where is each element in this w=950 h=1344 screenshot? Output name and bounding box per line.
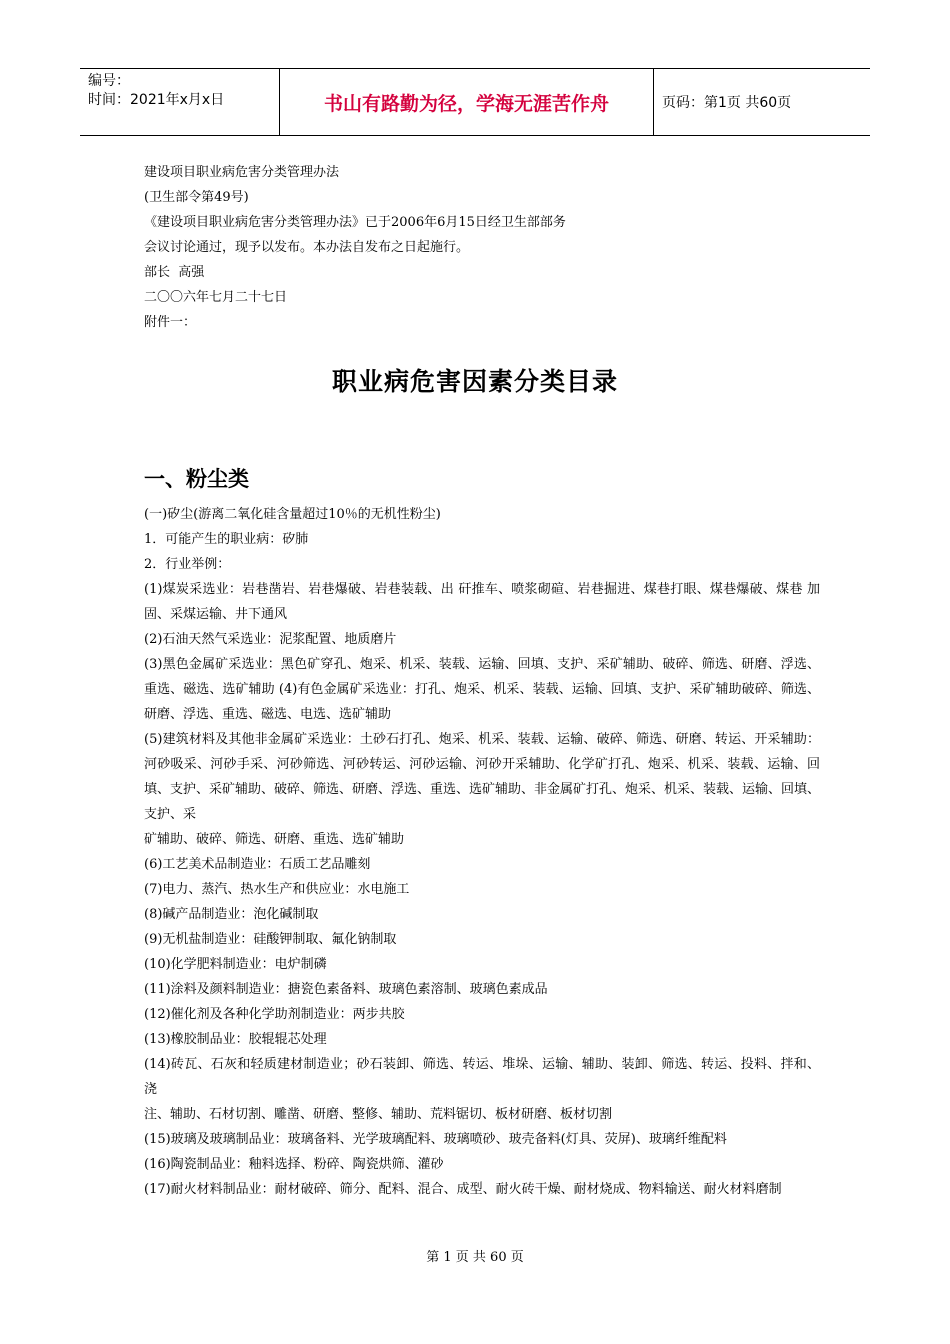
page-footer: 第 1 页 共 60 页 [426, 1250, 524, 1265]
header-meta [80, 69, 280, 135]
paragraph: (16)陶瓷制品业：釉料选择、粉碎、陶瓷烘筛、灌砂 [144, 1157, 444, 1172]
paragraph: (9)无机盐制造业：硅酸钾制取、氟化钠制取 [144, 932, 397, 947]
paragraph: (7)电力、蒸汽、热水生产和供应业：水电施工 [144, 882, 410, 897]
time-label: 时间：2021年x月x日 [88, 92, 225, 108]
paragraph: (6)工艺美术品制造业：石质工艺品雕刻 [144, 857, 371, 872]
paragraph: (12)催化剂及各种化学助剂制造业：两步共胶 [144, 1007, 405, 1022]
code-label: 编号： [88, 73, 130, 89]
header-motto: 书山有路勤为径，学海无涯苦作舟 [280, 69, 654, 135]
paragraph: (2)石油天然气采选业：泥浆配置、地质磨片 [144, 632, 397, 647]
paragraph: (13)橡胶制品业：胶辊辊芯处理 [144, 1032, 327, 1047]
intro-line: (卫生部令第49号) [144, 190, 249, 205]
section-heading: 一、粉尘类 [144, 467, 249, 491]
paragraph: (1)煤炭采选业：岩巷凿岩、岩巷爆破、岩巷装载、出 矸推车、喷浆砌碹、岩巷掘进、煤巷打眼、煤巷爆破、煤巷 加固、采煤运输、井下通风 [144, 582, 820, 622]
paragraph: 2．行业举例： [144, 557, 231, 572]
paragraph: (17)耐火材料制品业：耐材破碎、筛分、配料、混合、成型、耐火砖干燥、耐材烧成、物料输送、耐火材料磨制 [144, 1182, 782, 1197]
paragraph: (14)砖瓦、石灰和轻质建材制造业；砂石装卸、筛选、转运、堆垛、运输、辅助、装卸、筛选、转运、投料、拌和、浇 [144, 1057, 820, 1097]
paragraph: (15)玻璃及玻璃制品业：玻璃备料、光学玻璃配料、玻璃喷砂、玻壳备料(灯具、荧屏)、玻璃纤维配料 [144, 1132, 727, 1147]
paragraph: 注、辅助、石材切割、雕凿、研磨、整修、辅助、荒料锯切、板材研磨、板材切割 [144, 1107, 613, 1122]
paragraph: (5)建筑材料及其他非金属矿采选业：土砂石打孔、炮采、机采、装载、运输、破碎、筛选、研磨、转运、开采辅助：河砂吸采、河砂手采、河砂筛选、河砂转运、河砂运输、河砂开采辅助、化学矿打孔、炮采、机采、装载、运输、回填、支护、采矿辅助、破碎、筛选、研磨、浮选、重选、选矿辅助、非金属矿打孔、炮采、机采、装载、运输、回填、支护、采 [144, 732, 821, 822]
paragraph: 矿辅助、破碎、筛选、研磨、重选、选矿辅助 [144, 832, 405, 847]
paragraph: (8)碱产品制造业：泡化碱制取 [144, 907, 319, 922]
header-page-info: 页码：第1页 共60页 [662, 95, 792, 111]
document-header [80, 68, 870, 136]
intro-block [144, 160, 824, 335]
paragraph: (10)化学肥料制造业：电炉制磷 [144, 957, 327, 972]
intro-line: 附件一： [144, 315, 197, 330]
body-text [144, 502, 820, 1202]
paragraph: 1．可能产生的职业病：矽肺 [144, 532, 309, 547]
paragraph: (一)矽尘(游离二氧化硅含量超过10％的无机性粉尘) [144, 507, 441, 522]
intro-line: 部长 高强 [144, 265, 205, 280]
paragraph: (11)涂料及颜料制造业：搪瓷色素备料、玻璃色素溶制、玻璃色素成品 [144, 982, 548, 997]
intro-line: 建设项目职业病危害分类管理办法 [144, 165, 340, 180]
intro-line: 《建设项目职业病危害分类管理办法》已于2006年6月15日经卫生部部务 [144, 215, 566, 230]
document-title: 职业病危害因素分类目录 [331, 367, 618, 396]
intro-line: 会议讨论通过，现予以发布。本办法自发布之日起施行。 [144, 240, 470, 255]
paragraph: (3)黑色金属矿采选业：黑色矿穿孔、炮采、机采、装载、运输、回填、支护、采矿辅助、破碎、筛选、研磨、浮选、重选、磁选、选矿辅助 (4)有色金属矿采选业：打孔、炮采、机采、装载、运输、回填、支护、采矿辅助破碎、筛选、研磨、浮选、重选、磁选、电选、选矿辅助 [144, 657, 820, 722]
intro-line: 二〇〇六年七月二十七日 [144, 290, 288, 305]
